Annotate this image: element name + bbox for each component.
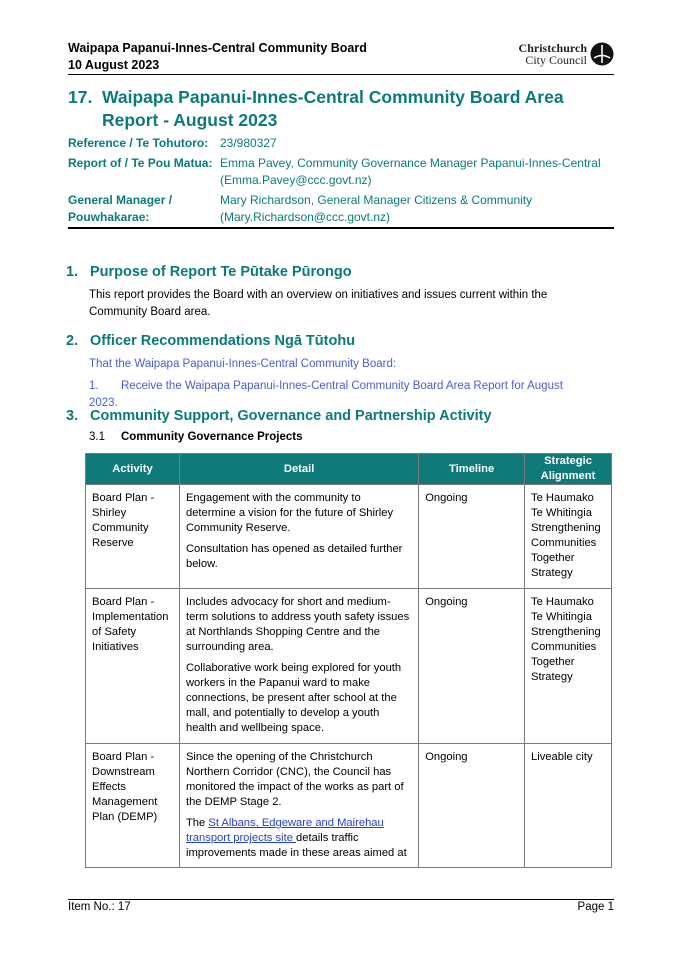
cell-activity: Board Plan - Downstream Effects Management Plan (DEMP)	[86, 744, 180, 868]
logo-line-1: Christchurch	[518, 41, 587, 55]
section-2-body: That the Waipapa Papanui-Innes-Central Community Board:	[89, 358, 397, 370]
meta-reference: Reference / Te Tohutoro: 23/980327	[68, 136, 277, 150]
cell-timeline: Ongoing	[419, 589, 525, 744]
table-row	[86, 744, 612, 868]
table-row	[86, 589, 612, 744]
table-header-row	[86, 454, 612, 485]
cell-alignment: Te Haumako Te Whitingia Strengthening Communities Together Strategy	[525, 485, 612, 589]
governance-projects-table	[85, 453, 612, 868]
cell-detail: Since the opening of the Christchurch Northern Corridor (CNC), the Council has monitored the impact of the works as part of the DEMP Stage 2. The St Albans, Edgeware and Mairehau transport projects site details traffic improvements made in these areas aimed at	[179, 744, 418, 868]
logo-line-2: City Council	[525, 53, 587, 67]
meta-rule	[68, 227, 614, 229]
meta-report-of: Report of / Te Pou Matua: Emma Pavey, Community Governance Manager Papanui-Innes-Central (Emma.Pavey@ccc.govt.nz)	[68, 156, 601, 187]
report-title-text: Waipapa Papanui-Innes-Central Community Board Area Report - August 2023	[102, 87, 564, 130]
council-logo	[519, 42, 614, 66]
page-footer	[68, 901, 614, 913]
footer-rule	[68, 899, 614, 900]
section-1-heading: 1. Purpose of Report Te Pūtake Pūrongo	[66, 264, 352, 280]
col-detail: Detail	[179, 454, 418, 485]
recommendation-item: 1. Receive the Waipapa Papanui-Innes-Central Community Board Area Report for August 2023.	[89, 380, 563, 409]
meta-general-manager: General Manager / Pouwhakarae: Mary Richardson, General Manager Citizens & Community (Mary.Richardson@ccc.govt.nz)	[68, 193, 533, 224]
report-title	[68, 86, 614, 132]
section-3-heading: 3. Community Support, Governance and Partnership Activity	[66, 408, 492, 424]
cell-activity: Board Plan - Implementation of Safety Initiatives	[86, 589, 180, 744]
header-title: Waipapa Papanui-Innes-Central Community Board	[68, 41, 367, 55]
cell-detail: Includes advocacy for short and medium-term solutions to address youth safety issues at Northlands Shopping Centre and the surrounding area. Collaborative work being explored for youth workers in the Papanui ward to make connections, be present after school at the mall, and potentially to develop a youth health and wellbeing space.	[179, 589, 418, 744]
table-row	[86, 485, 612, 589]
footer-page-number: Page 1	[577, 901, 614, 913]
council-emblem-icon	[590, 42, 614, 66]
cell-timeline: Ongoing	[419, 485, 525, 589]
section-1-body: This report provides the Board with an overview on initiatives and issues current within the Community Board area.	[89, 289, 548, 318]
page-header	[68, 40, 614, 74]
col-strategic-alignment: Strategic Alignment	[525, 454, 612, 485]
col-activity: Activity	[86, 454, 180, 485]
cell-activity: Board Plan - Shirley Community Reserve	[86, 485, 180, 589]
header-date: 10 August 2023	[68, 58, 160, 72]
cell-detail: Engagement with the community to determine a vision for the future of Shirley Community Reserve. Consultation has opened as detailed further below.	[179, 485, 418, 589]
subsection-3-1: 3.1 Community Governance Projects	[89, 431, 303, 443]
footer-item-number: Item No.: 17	[68, 901, 131, 913]
header-rule	[68, 74, 614, 75]
report-number: 17.	[68, 87, 93, 107]
cell-alignment: Liveable city	[525, 744, 612, 868]
cell-timeline: Ongoing	[419, 744, 525, 868]
col-timeline: Timeline	[419, 454, 525, 485]
transport-projects-link[interactable]: St Albans, Edgeware and Mairehau transport projects site	[185, 817, 384, 844]
section-2-heading: 2. Officer Recommendations Ngā Tūtohu	[66, 333, 356, 349]
cell-alignment: Te Haumako Te Whitingia Strengthening Communities Together Strategy	[525, 589, 612, 744]
report-meta	[68, 135, 614, 229]
